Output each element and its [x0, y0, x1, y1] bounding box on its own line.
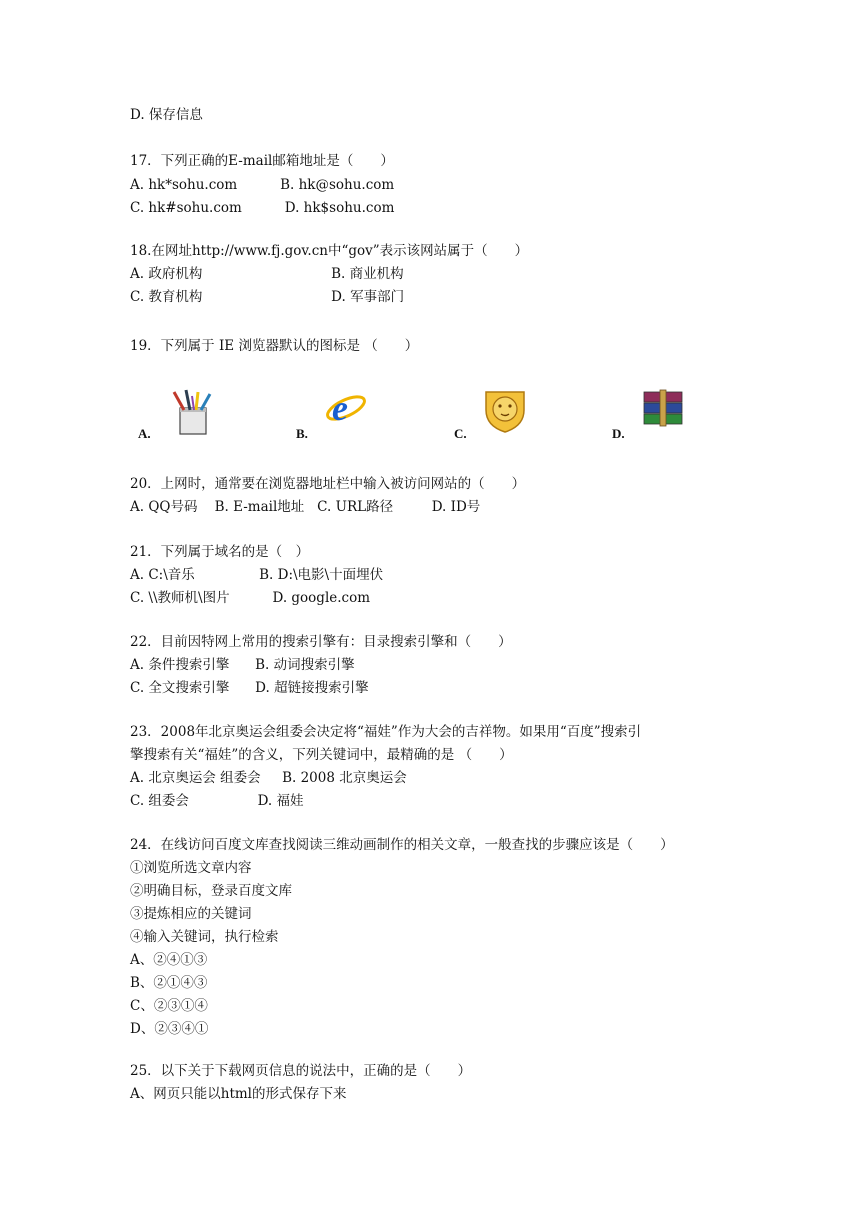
winrar-books-icon [640, 388, 686, 428]
options-21-ab: A. C:\音乐 B. D:\电影\十面埋伏 [130, 567, 384, 583]
option-24a: A、②④①③ [130, 952, 208, 968]
options-17-ab: A. hk*sohu.com B. hk@sohu.com [130, 177, 395, 193]
question-20: 20．上网时，通常要在浏览器地址栏中输入被访问网站的（ ） [130, 476, 526, 492]
svg-text:e: e [332, 388, 348, 428]
question-19: 19．下列属于 IE 浏览器默认的图标是 （ ） [130, 338, 419, 354]
options-23-cd: C. 组委会 D. 福娃 [130, 793, 304, 809]
question-19-icon-options [130, 388, 750, 448]
option-16d: D. 保存信息 [130, 107, 203, 123]
option-24c: C、②③①④ [130, 998, 208, 1014]
option-24b: B、②①④③ [130, 975, 208, 991]
options-18-ab: A. 政府机构 B. 商业机构 [130, 266, 404, 282]
question-23-line1: 23．2008年北京奥运会组委会决定将“福娃”作为大会的吉祥物。如果用“百度”搜索引 [130, 724, 642, 740]
question-25: 25．以下关于下载网页信息的说法中，正确的是（ ） [130, 1063, 472, 1079]
question-17: 17．下列正确的E-mail邮箱地址是（ ） [130, 153, 394, 169]
options-22-ab: A. 条件搜索引擎 B. 动词搜索引擎 [130, 657, 355, 673]
options-20: A. QQ号码 B. E-mail地址 C. URL路径 D. ID号 [130, 499, 481, 515]
pen-holder-icon [166, 388, 218, 436]
option-label: B. [296, 426, 308, 441]
question-22: 22．目前因特网上常用的搜索引擎有：目录搜索引擎和（ ） [130, 634, 512, 650]
step-4: ④输入关键词，执行检索 [130, 929, 279, 945]
question-23-line2: 擎搜索有关“福娃”的含义，下列关键词中，最精确的是 （ ） [130, 747, 513, 763]
options-17-cd: C. hk#sohu.com D. hk$sohu.com [130, 200, 395, 216]
option-label: A. [138, 426, 151, 441]
options-23-ab: A. 北京奥运会 组委会 B. 2008 北京奥运会 [130, 770, 407, 786]
option-24d: D、②③④① [130, 1021, 209, 1037]
step-2: ②明确目标，登录百度文库 [130, 883, 292, 899]
option-label: D. [612, 426, 625, 441]
step-1: ①浏览所选文章内容 [130, 860, 252, 876]
question-24: 24．在线访问百度文库查找阅读三维动画制作的相关文章，一般查找的步骤应该是（ ） [130, 837, 674, 853]
options-21-cd: C. \\教师机\图片 D. google.com [130, 590, 371, 606]
option-label: C. [454, 426, 467, 441]
lion-shield-icon [482, 388, 528, 434]
question-18: 18.在网址http://www.fj.gov.cn中“gov”表示该网站属于（ ） [130, 243, 529, 259]
question-21: 21．下列属于域名的是（ ） [130, 544, 310, 560]
options-18-cd: C. 教育机构 D. 军事部门 [130, 289, 405, 305]
options-22-cd: C. 全文搜索引擎 D. 超链接搜索引擎 [130, 680, 369, 696]
option-25a: A、网页只能以html的形式保存下来 [130, 1086, 347, 1102]
ie-browser-icon [324, 388, 368, 432]
step-3: ③提炼相应的关键词 [130, 906, 252, 922]
